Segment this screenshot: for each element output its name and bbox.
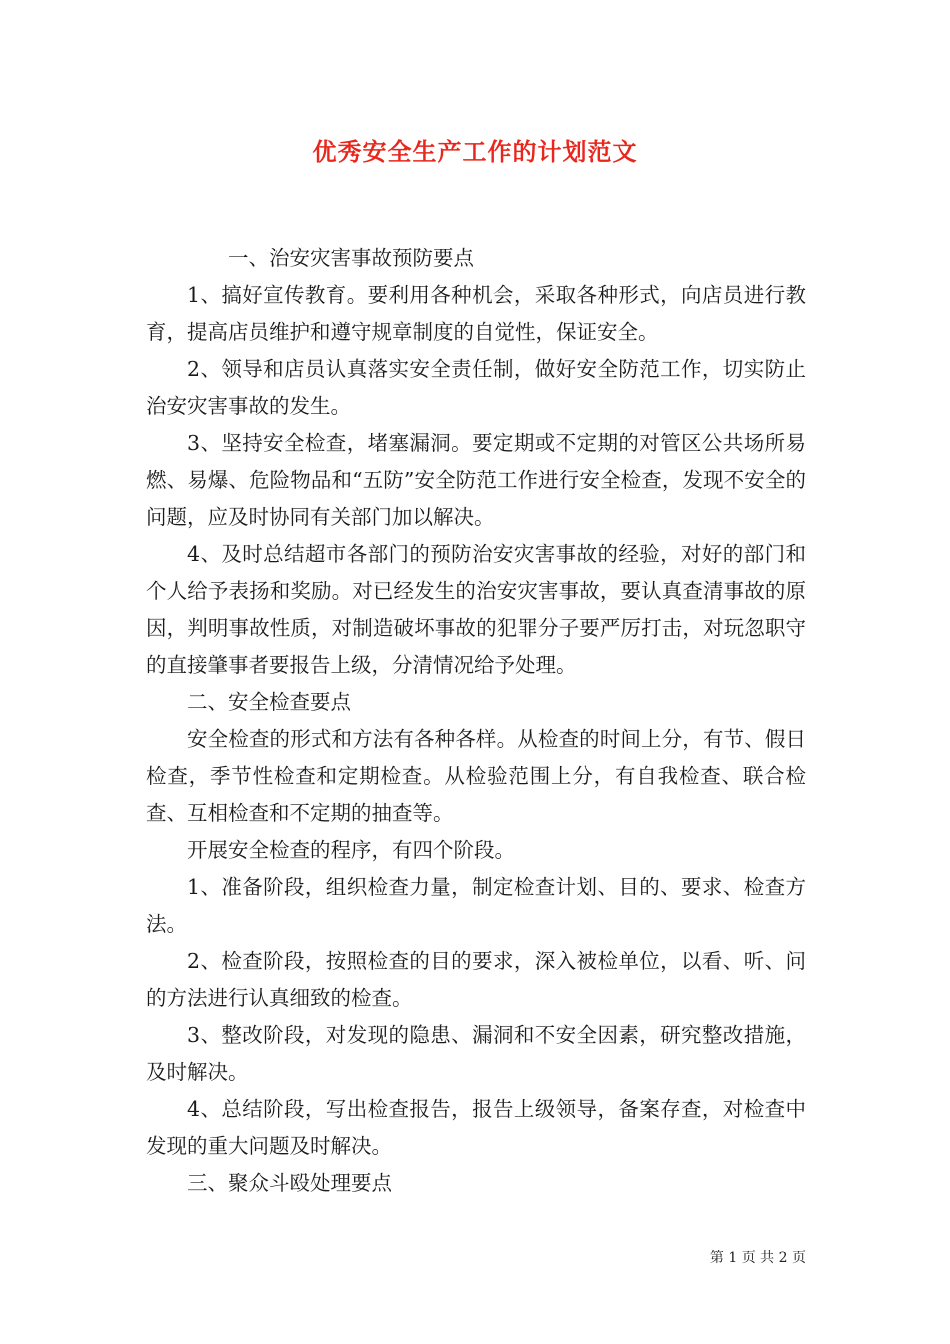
page-number: 第 1 页 共 2 页 [709,1250,806,1266]
paragraph: 开展安全检查的程序，有四个阶段。 [187,838,515,862]
paragraph: 安全检查的形式和方法有各种各样。从检查的时间上分，有节、假日检查，季节性检查和定期检查。从检验范围上分，有自我检查、联合检查、互相检查和不定期的抽查等。 [146,727,806,825]
document-title: 优秀安全生产工作的计划范文 [312,137,638,166]
paragraph: 3、整改阶段，对发现的隐患、漏洞和不安全因素，研究整改措施，及时解决。 [146,1023,806,1084]
section-heading-1: 一、治安灾害事故预防要点 [228,246,474,270]
paragraph: 1、准备阶段，组织检查力量，制定检查计划、目的、要求、检查方法。 [146,875,806,936]
document-body [146,240,806,1202]
paragraph: 3、坚持安全检查，堵塞漏洞。要定期或不定期的对管区公共场所易燃、易爆、危险物品和“五防”安全防范工作进行安全检查，发现不安全的问题，应及时协同有关部门加以解决。 [146,431,806,529]
paragraph: 4、及时总结超市各部门的预防治安灾害事故的经验，对好的部门和个人给予表扬和奖励。对已经发生的治安灾害事故，要认真查清事故的原因，判明事故性质，对制造破坏事故的犯罪分子要严厉打击，对玩忽职守的直接肇事者要报告上级，分清情况给予处理。 [146,542,806,677]
paragraph: 1、搞好宣传教育。要利用各种机会，采取各种形式，向店员进行教育，提高店员维护和遵守规章制度的自觉性，保证安全。 [146,283,806,344]
paragraph: 4、总结阶段，写出检查报告，报告上级领导，备案存查，对检查中发现的重大问题及时解决。 [146,1097,806,1158]
section-heading-3: 三、聚众斗殴处理要点 [187,1171,392,1195]
paragraph: 2、检查阶段，按照检查的目的要求，深入被检单位，以看、听、问的方法进行认真细致的检查。 [146,949,806,1010]
section-heading-2: 二、安全检查要点 [187,690,351,714]
paragraph: 2、领导和店员认真落实安全责任制，做好安全防范工作，切实防止治安灾害事故的发生。 [146,357,806,418]
